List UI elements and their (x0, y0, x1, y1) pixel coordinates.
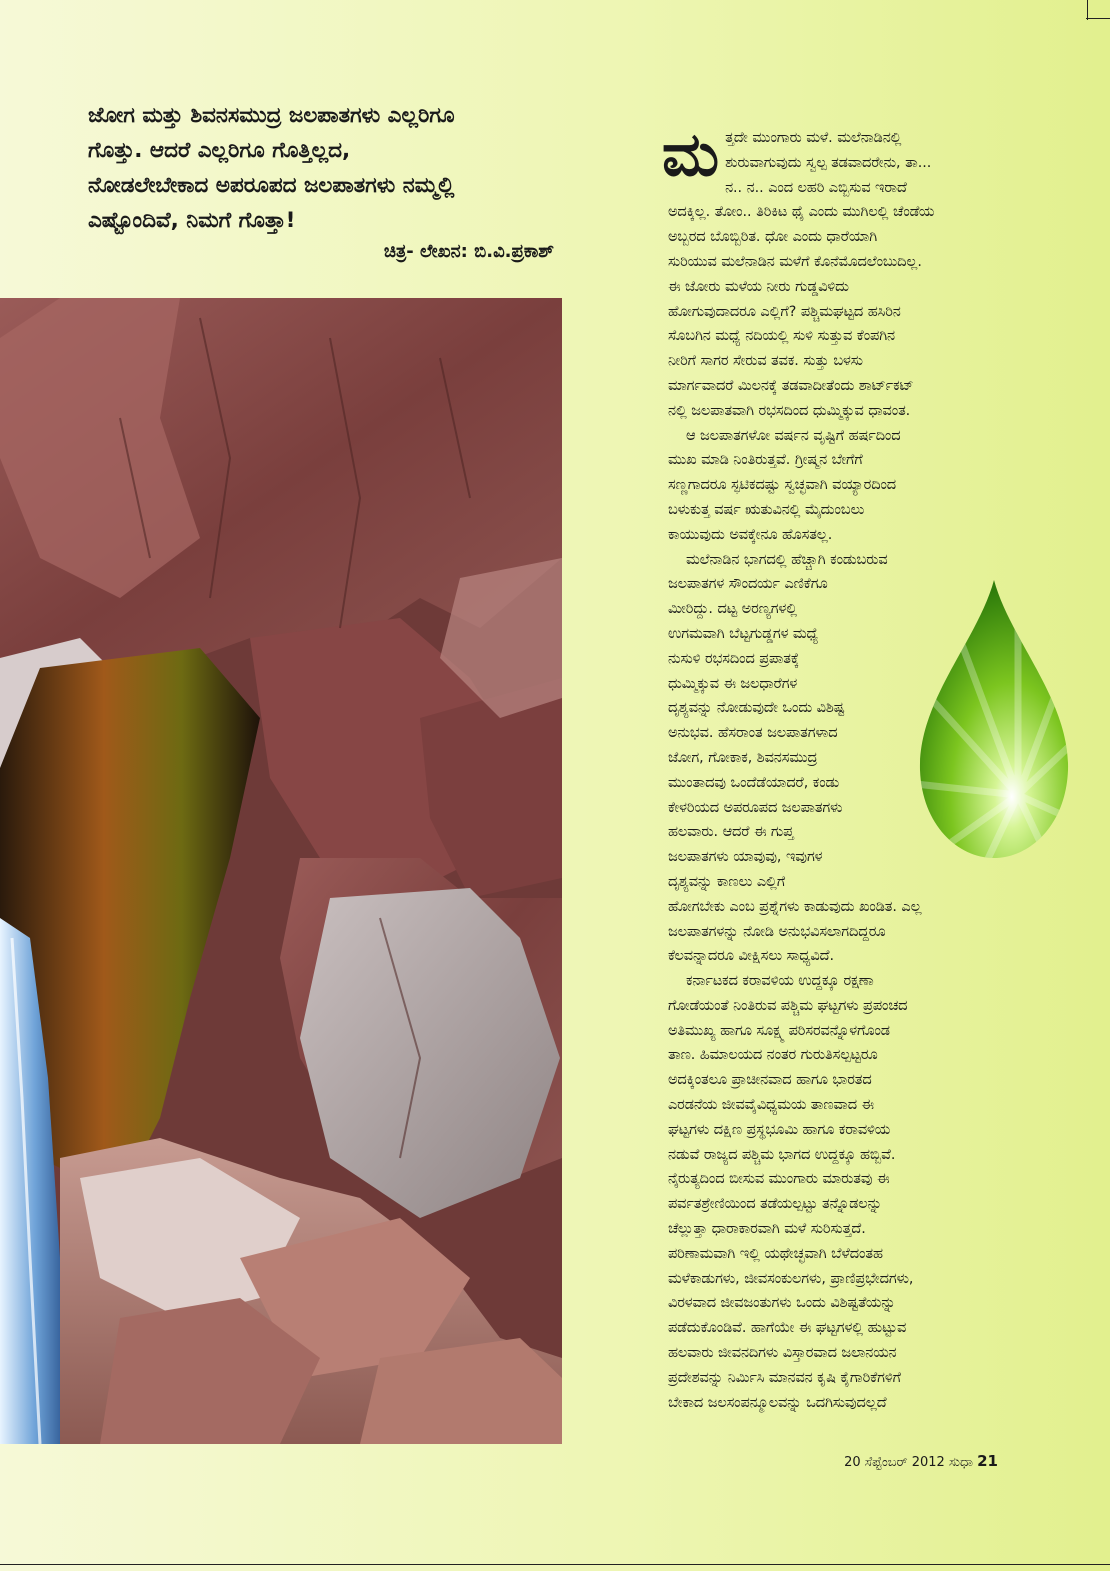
article-line: ಪಡೆದುಕೊಂಡಿವೆ. ಹಾಗೆಯೇ ಈ ಘಟ್ಟಗಳಲ್ಲಿ ಹುಟ್ಟುವ (668, 1320, 907, 1337)
article-line: ತ್ತದೇ ಮುಂಗಾರು ಮಳೆ. ಮಲೆನಾಡಿನಲ್ಲಿ (725, 130, 902, 146)
page-number: 21 (977, 1452, 998, 1470)
article-line: ಮೀರಿದ್ದು. ದಟ್ಟ ಅರಣ್ಯಗಳಲ್ಲಿ (668, 601, 798, 618)
article-line: ಘಟ್ಟಗಳು ದಕ್ಷಿಣ ಪ್ರಸ್ಥಭೂಮಿ ಹಾಗೂ ಕರಾವಳಿಯ (668, 1121, 891, 1138)
article-line: ನ.. ನ.. ಎಂದ ಲಹರಿ ಎಬ್ಬಿಸುವ ಇರಾದೆ (725, 179, 907, 196)
crop-mark (1087, 0, 1088, 20)
article-line: ಹಲವಾರು. ಆದರೆ ಈ ಗುಪ್ತ (668, 824, 794, 841)
article-line: ಕೆಲವನ್ನಾದರೂ ವೀಕ್ಷಿಸಲು ಸಾಧ್ಯವಿದೆ. (668, 948, 834, 965)
author-byline: ಚಿತ್ರ- ಲೇಖನ: ಬಿ.ವಿ.ಪ್ರಕಾಶ್ (383, 241, 554, 262)
article-line: ಬೇಕಾದ ಜಲಸಂಪನ್ಮೂಲವನ್ನು ಒದಗಿಸುವುದಲ್ಲದೆ (668, 1394, 887, 1411)
article-line: ಅದಕ್ಕಿಂತಲೂ ಪ್ರಾಚೀನವಾದ ಹಾಗೂ ಭಾರತದ (668, 1072, 872, 1089)
article-line: ಉಗಮವಾಗಿ ಬೆಟ್ಟಗುಡ್ಡಗಳ ಮಧ್ಯೆ (668, 625, 819, 642)
article-line: ಈ ಜೋರು ಮಳೆಯ ನೀರು ಗುಡ್ಡವಿಳಿದು (668, 278, 849, 295)
article-line: ಜಲಪಾತಗಳು ಯಾವುವು, ಇವುಗಳ (668, 849, 823, 866)
article-line: ಜಲಪಾತಗಳ ಸೌಂದರ್ಯ ಎಣಿಕೆಗೂ (668, 576, 828, 593)
article-line: ಜಲಪಾತಗಳನ್ನು ನೋಡಿ ಅನುಭವಿಸಲಾಗದಿದ್ದರೂ (668, 923, 886, 940)
waterfall-photo (0, 298, 562, 1444)
article-line: ಬಳುಕುತ್ತ ವರ್ಷ ಋತುವಿನಲ್ಲಿ ಮೈದುಂಬಲು (668, 501, 865, 518)
article-line: ಅದಕ್ಕಿಲ್ಲ. ತೋಂ.. ತಿರಿಕಿಟ ಥೈ ಎಂದು ಮುಗಿಲಲ್ಲಿ ಚೆಂಡೆಯ (668, 204, 935, 221)
raindrop-graphic (918, 580, 1070, 860)
intro-line: ಗೊತ್ತು. ಆದರೆ ಎಲ್ಲರಿಗೂ ಗೊತ್ತಿಲ್ಲದ, (88, 138, 351, 163)
article-line: ಅತಿಮುಖ್ಯ ಹಾಗೂ ಸೂಕ್ಷ್ಮ ಪರಿಸರವನ್ನೊಳಗೊಂಡ (668, 1022, 890, 1039)
article-line: ಶುರುವಾಗುವುದು ಸ್ವಲ್ಪ ತಡವಾದರೇನು, ತಾ... (725, 154, 932, 171)
article-line: ಧುಮ್ಮಿಕ್ಕುವ ಈ ಜಲಧಾರೆಗಳ (668, 675, 798, 692)
article-line: ನುಸುಳಿ ರಭಸದಿಂದ ಪ್ರಪಾತಕ್ಕೆ (668, 650, 800, 667)
article-line: ಹೋಗುವುದಾದರೂ ಎಲ್ಲಿಗೆ? ಪಶ್ಚಿಮಘಟ್ಟದ ಹಸಿರಿನ (668, 303, 901, 320)
page-footer (844, 1452, 998, 1470)
article-line: ವಿರಳವಾದ ಜೀವಜಂತುಗಳು ಒಂದು ವಿಶಿಷ್ಟತೆಯನ್ನು (668, 1295, 896, 1312)
article-line: ಅಬ್ಬರದ ಬೊಬ್ಬಿರಿತ. ಧೋ ಎಂದು ಧಾರೆಯಾಗಿ (668, 229, 878, 246)
article-line: ಮಾರ್ಗವಾದರೆ ಮಿಲನಕ್ಕೆ ತಡವಾದೀತೆಂದು ಶಾರ್ಟ್‌ಕಟ್ (668, 377, 914, 394)
article-line: ದೃಶ್ಯವನ್ನು ಕಾಣಲು ಎಲ್ಲಿಗೆ (668, 873, 786, 890)
article-line: ಕೇಳರಿಯದ ಅಪರೂಪದ ಜಲಪಾತಗಳು (668, 799, 843, 816)
intro-line: ಜೋಗ ಮತ್ತು ಶಿವನಸಮುದ್ರ ಜಲಪಾತಗಳು ಎಲ್ಲರಿಗೂ (88, 103, 455, 128)
article-line: ಸಣ್ಣಗಾದರೂ ಸ್ಫಟಿಕದಷ್ಟು ಸ್ವಚ್ಛವಾಗಿ ವಯ್ಯಾರದಿಂದ (668, 477, 897, 494)
crop-mark (1086, 18, 1110, 19)
article-line: ಚೆಲ್ಲುತ್ತಾ ಧಾರಾಕಾರವಾಗಿ ಮಳೆ ಸುರಿಸುತ್ತದೆ. (668, 1221, 866, 1238)
article-line: ತಾಣ. ಹಿಮಾಲಯದ ನಂತರ ಗುರುತಿಸಲ್ಪಟ್ಟರೂ (668, 1047, 878, 1064)
article-line: ಪರ್ವತಶ್ರೇಣಿಯಿಂದ ತಡೆಯಲ್ಪಟ್ಟು ತನ್ನೊಡಲನ್ನು (668, 1196, 882, 1213)
article-line: ಜೋಗ, ಗೋಕಾಕ, ಶಿವನಸಮುದ್ರ (668, 749, 818, 766)
article-line: ನಡುವೆ ರಾಜ್ಯದ ಪಶ್ಚಿಮ ಭಾಗದ ಉದ್ದಕ್ಕೂ ಹಬ್ಬಿವೆ. (668, 1146, 896, 1163)
article-line: ಮಲೆನಾಡಿನ ಭಾಗದಲ್ಲಿ ಹೆಚ್ಚಾಗಿ ಕಂಡುಬರುವ (686, 551, 888, 568)
article-line: ನೈರುತ್ಯದಿಂದ ಬೀಸುವ ಮುಂಗಾರು ಮಾರುತವು ಈ (668, 1171, 890, 1188)
intro-line: ನೋಡಲೇಬೇಕಾದ ಅಪರೂಪದ ಜಲಪಾತಗಳು ನಮ್ಮಲ್ಲಿ (88, 173, 455, 198)
article-line: ನೀರಿಗೆ ಸಾಗರ ಸೇರುವ ತವಕ. ಸುತ್ತು ಬಳಸು (668, 353, 863, 370)
intro-line: ಎಷ್ಟೊಂದಿವೆ, ನಿಮಗೆ ಗೊತ್ತಾ! (88, 208, 296, 233)
article-line: ಹಲವಾರು ಜೀವನದಿಗಳು ವಿಸ್ತಾರವಾದ ಜಲಾನಯನ (668, 1345, 897, 1362)
article-line: ಮಳೆಕಾಡುಗಳು, ಜೀವಸಂಕುಲಗಳು, ಪ್ರಾಣಿಪ್ರಭೇದಗಳು, (668, 1270, 914, 1287)
intro-blurb (88, 98, 568, 238)
article-line: ದೃಶ್ಯವನ್ನು ನೋಡುವುದೇ ಒಂದು ವಿಶಿಷ್ಟ (668, 700, 845, 717)
article-line: ಸೊಬಗಿನ ಮಧ್ಯೆ ನದಿಯಲ್ಲಿ ಸುಳಿ ಸುತ್ತುವ ಕೆಂಪಗಿನ (668, 328, 895, 345)
article-line: ಹೋಗಬೇಕು ಎಂಬ ಪ್ರಶ್ನೆಗಳು ಕಾಡುವುದು ಖಂಡಿತ. ಎಲ್ಲ (668, 898, 922, 915)
article-line: ಮುಂತಾದವು ಒಂದೆಡೆಯಾದರೆ, ಕಂಡು (668, 774, 840, 791)
article-line: ಗೋಡೆಯಂತೆ ನಿಂತಿರುವ ಪಶ್ಚಿಮ ಘಟ್ಟಗಳು ಪ್ರಪಂಚದ (668, 997, 908, 1014)
article-line: ನಲ್ಲಿ ಜಲಪಾತವಾಗಿ ರಭಸದಿಂದ ಧುಮ್ಮಿಕ್ಕುವ ಧಾವಂತ. (668, 402, 911, 419)
article-line: ಆ ಜಲಪಾತಗಳೋ ವರ್ಷನ ವೃಷ್ಟಿಗೆ ಹರ್ಷದಿಂದ (686, 427, 901, 444)
article-line: ಕರ್ನಾಟಕದ ಕರಾವಳಿಯ ಉದ್ದಕ್ಕೂ ರಕ್ಷಣಾ (686, 973, 874, 990)
article-line: ಪರಿಣಾಮವಾಗಿ ಇಲ್ಲಿ ಯಥೇಚ್ಛವಾಗಿ ಬೆಳೆದಂತಹ (668, 1245, 883, 1262)
article-line: ಎರಡನೆಯ ಜೀವವೈವಿಧ್ಯಮಯ ತಾಣವಾದ ಈ (668, 1097, 874, 1114)
article-line: ಪ್ರದೇಶವನ್ನು ನಿರ್ಮಿಸಿ ಮಾನವನ ಕೃಷಿ ಕೈಗಾರಿಕೆಗಳಿಗೆ (668, 1369, 901, 1386)
issue-date: 20 ಸೆಪ್ಟೆಂಬರ್ 2012 ಸುಧಾ (844, 1455, 973, 1470)
article-line: ಕಾಯುವುದು ಅವಕ್ಕೇನೂ ಹೊಸತಲ್ಲ. (668, 526, 833, 543)
article-line: ಅನುಭವ. ಹೆಸರಾಂತ ಜಲಪಾತಗಳಾದ (668, 725, 838, 742)
article-line: ಸುರಿಯುವ ಮಲೆನಾಡಿನ ಮಳೆಗೆ ಕೊನೆಮೊದಲೆಂಬುದಿಲ್ಲ. (668, 253, 922, 270)
drop-cap: ಮ (662, 120, 720, 190)
article-line: ಮುಖ ಮಾಡಿ ನಿಂತಿರುತ್ತವೆ. ಗ್ರೀಷ್ಮನ ಬೇಗೆಗೆ (668, 452, 863, 469)
crop-mark (0, 1564, 1110, 1565)
